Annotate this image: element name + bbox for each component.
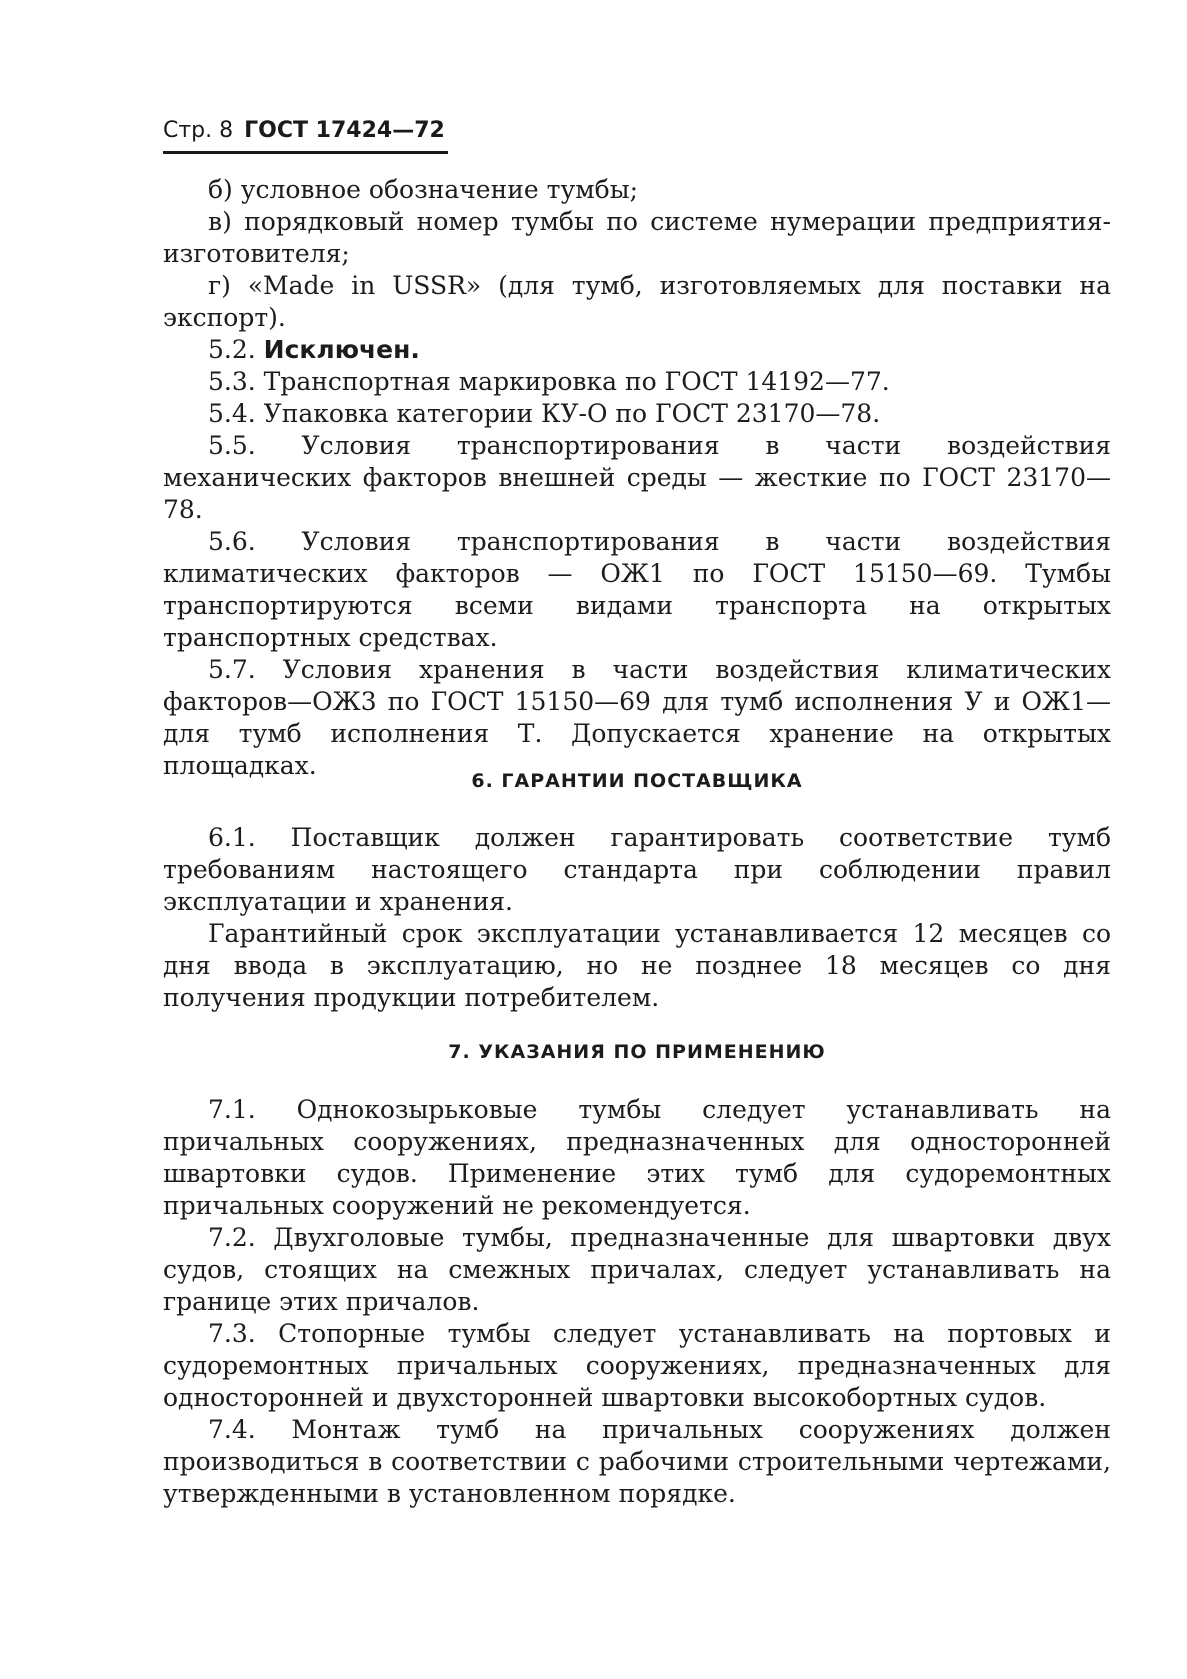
clause-7-4: 7.4. Монтаж тумб на причальных сооружениях должен производиться в соответствии с рабочими строительными чертежами, утвержденными в установленном порядке. — [163, 1415, 1111, 1508]
section-6-title: 6. ГАРАНТИИ ПОСТАВЩИКА — [471, 770, 803, 792]
section-5-text — [163, 174, 1111, 782]
clause-7-3: 7.3. Стопорные тумбы следует устанавливать на портовых и судоремонтных причальных сооружениях, предназначенных для односторонней и двухсторонней швартовки высокобортных судов. — [163, 1319, 1111, 1412]
clause-5-2 — [163, 334, 1111, 366]
page-number: Стр. 8 — [163, 118, 234, 143]
clause-5-5: 5.5. Условия транспортирования в части воздействия механических факторов внешней среды — жесткие по ГОСТ 23170—78. — [163, 431, 1111, 524]
clause-7-2: 7.2. Двухголовые тумбы, предназначенные для швартовки двух судов, стоящих на смежных причалах, следует устанавливать на границе этих причалов. — [163, 1223, 1111, 1316]
item-v: в) порядковый номер тумбы по системе нумерации предприятия-изготовителя; — [163, 207, 1111, 268]
warranty-period: Гарантийный срок эксплуатации устанавливается 12 месяцев со дня ввода в эксплуатацию, но не позднее 18 месяцев со дня получения продукции потребителем. — [163, 919, 1111, 1012]
clause-5-3: 5.3. Транспортная маркировка по ГОСТ 14192—77. — [208, 367, 890, 396]
clause-7-1: 7.1. Однокозырьковые тумбы следует устанавливать на причальных сооружениях, предназначенных для односторонней швартовки судов. Применение этих тумб для судоремонтных причальных сооружений не рекомендуется. — [163, 1095, 1111, 1220]
clause-5-2-number: 5.2. — [208, 335, 256, 364]
clause-5-2-text: Исключен. — [263, 335, 420, 364]
item-b: б) условное обозначение тумбы; — [208, 175, 639, 204]
header-divider — [163, 151, 448, 154]
section-6-text — [163, 822, 1111, 1014]
standard-number: ГОСТ 17424—72 — [244, 118, 445, 143]
item-g: г) «Made in USSR» (для тумб, изготовляемых для поставки на экспорт). — [163, 271, 1111, 332]
clause-5-7: 5.7. Условия хранения в части воздействия климатических факторов—ОЖ3 по ГОСТ 15150—69 для тумб исполнения У и ОЖ1—для тумб исполнения Т. Допускается хранение на открытых площадках. — [163, 655, 1111, 780]
clause-5-4: 5.4. Упаковка категории КУ-О по ГОСТ 23170—78. — [208, 399, 881, 428]
section-7-text — [163, 1094, 1111, 1510]
section-7-title: 7. УКАЗАНИЯ ПО ПРИМЕНЕНИЮ — [448, 1041, 826, 1063]
page-header — [163, 118, 445, 143]
clause-5-6: 5.6. Условия транспортирования в части воздействия климатических факторов — ОЖ1 по ГОСТ 15150—69. Тумбы транспортируются всеми видами транспорта на открытых транспортных средствах. — [163, 527, 1111, 652]
clause-6-1: 6.1. Поставщик должен гарантировать соответствие тумб требованиям настоящего стандарта при соблюдении правил эксплуатации и хранения. — [163, 823, 1111, 916]
